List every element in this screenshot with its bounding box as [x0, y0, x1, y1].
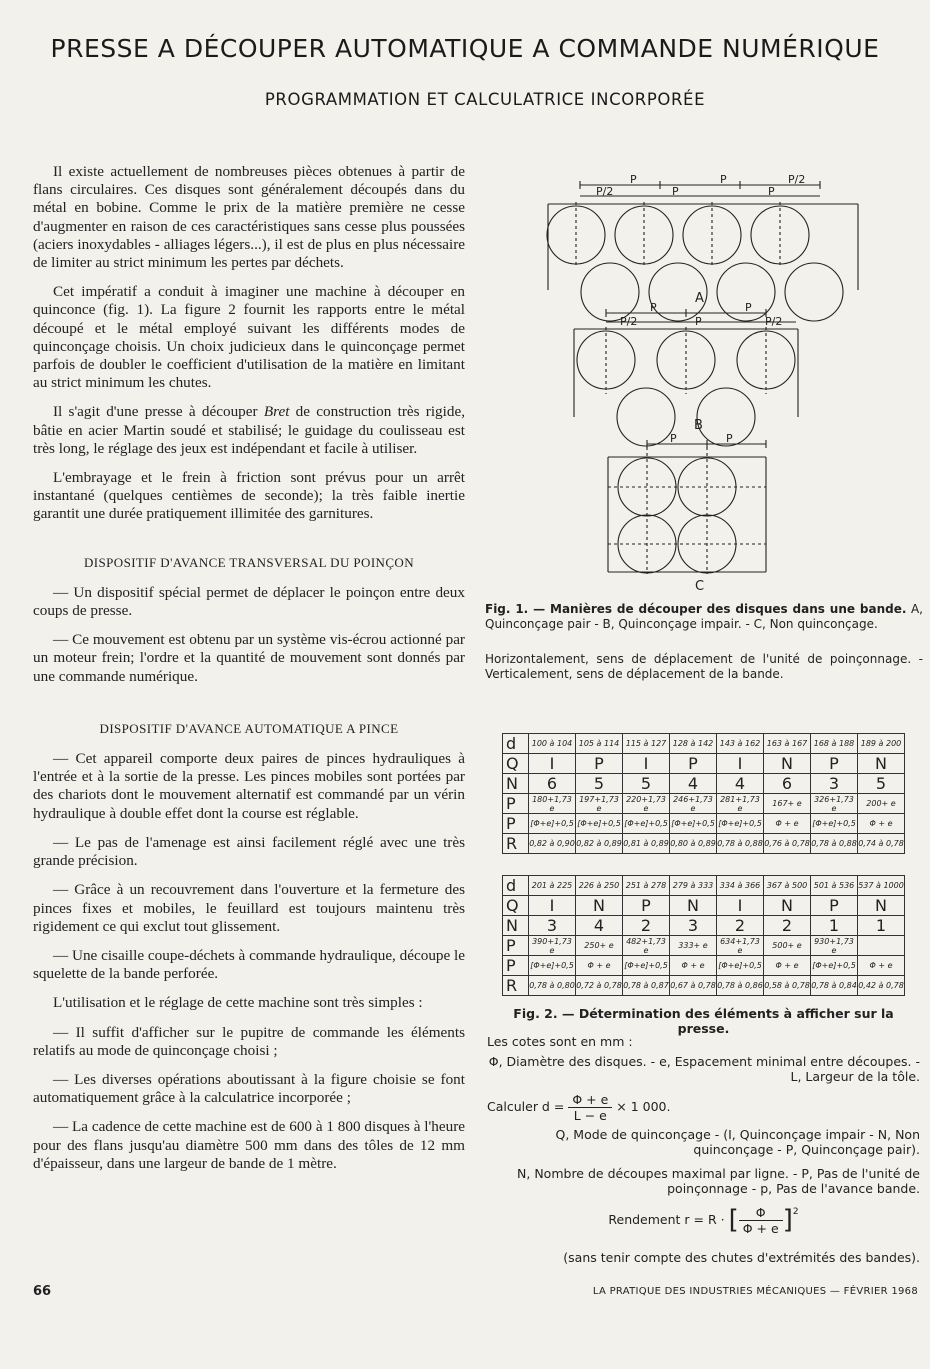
table-cell: 0,78 à 0,87	[623, 976, 670, 996]
denominator: L − e	[573, 1108, 607, 1123]
table-cell: N	[858, 754, 905, 774]
row-label: P	[503, 794, 529, 814]
label-p: P	[720, 173, 727, 186]
table-cell: N	[858, 896, 905, 916]
fraction	[568, 1092, 612, 1123]
table-cell: N	[670, 896, 717, 916]
table-cell: 251 à 278	[623, 876, 670, 896]
table-cell: 0,78 à 0,86	[717, 976, 764, 996]
table-cell	[858, 936, 905, 956]
table-cell: 6	[529, 774, 576, 794]
paragraph	[33, 403, 465, 458]
numerator: Φ + e	[568, 1092, 612, 1108]
table-cell: 100 à 104	[529, 734, 576, 754]
table-cell: Φ + e	[764, 956, 811, 976]
row-label: P	[503, 936, 529, 956]
table-row	[503, 774, 905, 794]
table-cell: 201 à 225	[529, 876, 576, 896]
formula-tail: × 1 000.	[616, 1099, 671, 1114]
table-cell: 0,58 à 0,78	[764, 976, 811, 996]
table-cell: [Φ+e]+0,5	[717, 956, 764, 976]
section-heading: DISPOSITIF D'AVANCE AUTOMATIQUE A PINCE	[99, 720, 399, 736]
row-label: d	[503, 734, 529, 754]
table-row	[503, 936, 905, 956]
denominator: Φ + e	[742, 1221, 779, 1236]
table-cell: 200+ e	[858, 794, 905, 814]
paragraph-start: Il s'agit d'une presse à découper	[53, 403, 264, 421]
table-cell: 326+1,73 e	[811, 794, 858, 814]
definitions-1: Φ, Diamètre des disques. - e, Espacement minimal entre découpes. - L, Largeur de la tôle.	[488, 1054, 920, 1084]
row-label: d	[503, 876, 529, 896]
figure-1-caption	[485, 602, 923, 632]
table-cell: P	[811, 754, 858, 774]
table-cell: N	[764, 754, 811, 774]
table-cell: 0,76 à 0,78	[764, 834, 811, 854]
table-cell: Φ + e	[858, 956, 905, 976]
table-row	[503, 916, 905, 936]
table-cell: 115 à 127	[623, 734, 670, 754]
table-cell: 1	[811, 916, 858, 936]
table-row	[503, 814, 905, 834]
table-cell: [Φ+e]+0,5	[670, 814, 717, 834]
table-cell: Φ + e	[670, 956, 717, 976]
table-cell: 105 à 114	[576, 734, 623, 754]
table-cell: 0,81 à 0,89	[623, 834, 670, 854]
label-p2: P/2	[788, 173, 806, 186]
table-cell: 501 à 536	[811, 876, 858, 896]
table-cell: 930+1,73 e	[811, 936, 858, 956]
table-cell: 168 à 188	[811, 734, 858, 754]
table-cell: 0,67 à 0,78	[670, 976, 717, 996]
table-row	[503, 754, 905, 774]
caption-rest: A, Quinconçage pair - B, Quinconçage impair. - C, Non quinconçage.	[485, 602, 923, 631]
table-cell: 0,78 à 0,84	[811, 976, 858, 996]
table-cell: I	[623, 754, 670, 774]
definitions-3: N, Nombre de découpes maximal par ligne. - P, Pas de l'unité de poinçonnage - p, Pas de l'avance bande.	[517, 1166, 920, 1196]
table-cell: 4	[576, 916, 623, 936]
table-2	[502, 875, 905, 996]
table-cell: 2	[717, 916, 764, 936]
fraction	[739, 1205, 783, 1236]
table-cell: 500+ e	[764, 936, 811, 956]
table-cell: 226 à 250	[576, 876, 623, 896]
caption-lead: Fig. 1. — Manières de découper des disques dans une bande.	[485, 602, 907, 616]
table-cell: [Φ+e]+0,5	[623, 814, 670, 834]
table-cell: 180+1,73 e	[529, 794, 576, 814]
table-cell: [Φ+e]+0,5	[529, 814, 576, 834]
table-cell: 0,82 à 0,90	[529, 834, 576, 854]
label-p: P	[745, 301, 752, 314]
table-cell: P	[576, 754, 623, 774]
formula-label: Calculer d =	[487, 1099, 565, 1114]
paragraph: — Un dispositif spécial permet de déplacer le poinçon entre deux coups de presse.	[33, 583, 465, 620]
table-cell: 5	[623, 774, 670, 794]
table-cell: 143 à 162	[717, 734, 764, 754]
table-cell: 246+1,73 e	[670, 794, 717, 814]
table-cell: N	[576, 896, 623, 916]
table-cell: 537 à 1000	[858, 876, 905, 896]
paragraph: L'embrayage et le frein à friction sont prévus pour un arrêt instantané (quelques centièmes de seconde); la très faible inertie garantit une durée pratiquement illimitée des garnitures.	[33, 469, 465, 523]
paragraph: Il existe actuellement de nombreuses pièces obtenues à partir de flans circulaires. Ces disques sont généralement découpés dans du métal en bobine. Comme le prix de la matière première ne cesse d'augmenter en raison de ces caractéristiques sans cesse plus poussées (aciers inoxydables - alliages légers...), il est de plus en plus nécessaire de limiter au strict minimum les pertes par déchets.	[33, 163, 465, 272]
row-label: Q	[503, 754, 529, 774]
table-row	[503, 976, 905, 996]
figure-1-caption-2: Horizontalement, sens de déplacement de l'unité de poinçonnage. - Verticalement, sens de déplacement de la bande.	[485, 652, 923, 681]
table-cell: 220+1,73 e	[623, 794, 670, 814]
table-cell: [Φ+e]+0,5	[811, 956, 858, 976]
table-cell: 2	[623, 916, 670, 936]
table-cell: [Φ+e]+0,5	[717, 814, 764, 834]
table-cell: 5	[858, 774, 905, 794]
paragraph: — Grâce à un recouvrement dans l'ouverture et la fermeture des pinces fixes et mobiles, le feuillard est toujours maintenu très rigidement ce qui exclut tout glissement.	[33, 881, 465, 935]
page-number: 66	[33, 1284, 52, 1299]
paragraph: — Les diverses opérations aboutissant à la figure choisie se font automatiquement grâce à la calculatrice incorporée ;	[33, 1070, 465, 1107]
table-cell: 250+ e	[576, 936, 623, 956]
label-a: A	[695, 291, 704, 306]
table-row	[503, 734, 905, 754]
table-cell: 281+1,73 e	[717, 794, 764, 814]
label-p: P	[768, 185, 775, 198]
paragraph: — Une cisaille coupe-déchets à commande hydraulique, découpe le squelette de la bande perforée.	[33, 946, 466, 983]
row-label: P	[503, 814, 529, 834]
journal-name: LA PRATIQUE DES INDUSTRIES MÉCANIQUES — FÉVRIER 1968	[592, 1286, 918, 1297]
table-cell: 0,82 à 0,89	[576, 834, 623, 854]
table-cell: 367 à 500	[764, 876, 811, 896]
table-cell: 3	[529, 916, 576, 936]
table-cell: 0,72 à 0,78	[576, 976, 623, 996]
table-cell: 279 à 333	[670, 876, 717, 896]
table-cell: 390+1,73 e	[529, 936, 576, 956]
units-note: Les cotes sont en mm :	[487, 1034, 633, 1049]
formula-d	[487, 1092, 920, 1123]
table-cell: 4	[670, 774, 717, 794]
table-cell: 3	[811, 774, 858, 794]
table-cell: 189 à 200	[858, 734, 905, 754]
table-cell: 128 à 142	[670, 734, 717, 754]
table-cell: 2	[764, 916, 811, 936]
table-row	[503, 876, 905, 896]
table-cell: I	[717, 754, 764, 774]
table-cell: 5	[576, 774, 623, 794]
table-cell: 0,80 à 0,89	[670, 834, 717, 854]
table-cell: 482+1,73 e	[623, 936, 670, 956]
label-p: P	[670, 432, 677, 445]
table-cell: 333+ e	[670, 936, 717, 956]
row-label: N	[503, 774, 529, 794]
label-c: C	[695, 579, 705, 594]
strip-c	[608, 440, 766, 574]
figure-1-diagram	[540, 172, 860, 600]
table-1	[502, 733, 905, 854]
table-cell: 1	[858, 916, 905, 936]
table-cell: Φ + e	[764, 814, 811, 834]
table-cell: 167+ e	[764, 794, 811, 814]
table-cell: [Φ+e]+0,5	[811, 814, 858, 834]
paragraph-end: de construction très rigide, bâtie en acier Martin soudé et stabilisé; le guidage du coulisseau est très long, le réglage des jeux est indépendant et facile à utiliser.	[33, 403, 465, 457]
table-cell: I	[529, 896, 576, 916]
page-subtitle: PROGRAMMATION ET CALCULATRICE INCORPORÉE	[264, 90, 706, 109]
table-cell: 3	[670, 916, 717, 936]
table-row	[503, 834, 905, 854]
paragraph: L'utilisation et le réglage de cette machine sont très simples :	[53, 994, 423, 1012]
row-label: Q	[503, 896, 529, 916]
table-cell: 634+1,73 e	[717, 936, 764, 956]
table-cell: 0,78 à 0,80	[529, 976, 576, 996]
table-cell: 197+1,73 e	[576, 794, 623, 814]
table-row	[503, 956, 905, 976]
table-cell: 334 à 366	[717, 876, 764, 896]
section-heading: DISPOSITIF D'AVANCE TRANSVERSAL DU POINÇON	[84, 554, 414, 570]
table-cell: P	[670, 754, 717, 774]
paragraph: — Il suffit d'afficher sur le pupitre de commande les éléments relatifs au mode de quinconçage choisi ;	[33, 1023, 465, 1059]
paragraph: — Cet appareil comporte deux paires de pinces hydrauliques à l'entrée et à la sortie de la presse. Les pinces mobiles sont portées par des chariots dont le mouvement alternatif est commandé par un vérin hydraulique à double effet dont la course est réglable.	[33, 750, 465, 822]
table-cell: 163 à 167	[764, 734, 811, 754]
exponent: 2	[792, 1207, 799, 1217]
label-p: P	[726, 432, 733, 445]
paragraph: — Le pas de l'amenage est ainsi facilement réglé avec une très grande précision.	[33, 833, 465, 870]
note: (sans tenir compte des chutes d'extrémités des bandes).	[563, 1250, 920, 1265]
label-p: P	[630, 173, 637, 186]
label-p: P	[695, 315, 702, 328]
table-cell: 6	[764, 774, 811, 794]
table-cell: P	[811, 896, 858, 916]
table-cell: 0,78 à 0,88	[811, 834, 858, 854]
label-p: P	[650, 301, 657, 314]
page-title: PRESSE A DÉCOUPER AUTOMATIQUE A COMMANDE NUMÉRIQUE	[50, 34, 880, 63]
caption-text: Fig. 2. — Détermination des éléments à afficher sur la presse.	[513, 1006, 894, 1036]
table-cell: 0,42 à 0,78	[858, 976, 905, 996]
table-cell: 0,74 à 0,78	[858, 834, 905, 854]
table-cell: I	[717, 896, 764, 916]
table-row	[503, 794, 905, 814]
table-row	[503, 896, 905, 916]
strip-b	[574, 309, 798, 446]
table-cell: 4	[717, 774, 764, 794]
row-label: R	[503, 976, 529, 996]
label-b: B	[694, 418, 703, 433]
definitions-2: Q, Mode de quinconçage - (I, Quinconçage impair - N, Non quinconçage - P, Quinconçage pair).	[555, 1127, 920, 1157]
formula-rendement: Rendement r = R · [ $\frac{\Phi}{\Phi + e}$ ]$^2$	[608, 1205, 799, 1236]
brand-name: Bret	[263, 403, 290, 421]
paragraph: — Ce mouvement est obtenu par un système vis-écrou actionné par un moteur frein; l'ordre et la quantité de mouvement sont donnés par une commande numérique.	[33, 631, 465, 685]
table-cell: I	[529, 754, 576, 774]
paragraph: — La cadence de cette machine est de 600 à 1 800 disques à l'heure pour des flans jusqu'au diamètre 500 mm dans des tôles de 12 mm d'épaisseur, dans une largeur de bande de 1 mètre.	[33, 1118, 465, 1172]
table-cell: N	[764, 896, 811, 916]
row-label: P	[503, 956, 529, 976]
numerator: Φ	[739, 1205, 783, 1221]
paragraph: Cet impératif a conduit à imaginer une machine à découper en quinconce (fig. 1). La figure 2 fournit les rapports entre le métal découpé et le métal employé suivant les différents modes de quinconçage choisis. Un choix judicieux dans le quinconçage permet parfois de doubler le coefficient d'utilisation de la matière en limitant au strict minimum les chutes.	[33, 283, 465, 392]
table-cell: [Φ+e]+0,5	[529, 956, 576, 976]
label-p2: P/2	[596, 185, 614, 198]
row-label: R	[503, 834, 529, 854]
table-cell: [Φ+e]+0,5	[576, 814, 623, 834]
figure-2-caption	[487, 1006, 920, 1036]
label-p2: P/2	[620, 315, 638, 328]
table-cell: Φ + e	[858, 814, 905, 834]
row-label: N	[503, 916, 529, 936]
article-body	[33, 163, 465, 1184]
label-p: P	[672, 185, 679, 198]
formula-label: Rendement r = R ·	[608, 1212, 725, 1227]
label-p2: P/2	[765, 315, 783, 328]
table-cell: [Φ+e]+0,5	[623, 956, 670, 976]
table-cell: 0,78 à 0,88	[717, 834, 764, 854]
table-cell: Φ + e	[576, 956, 623, 976]
table-cell: P	[623, 896, 670, 916]
